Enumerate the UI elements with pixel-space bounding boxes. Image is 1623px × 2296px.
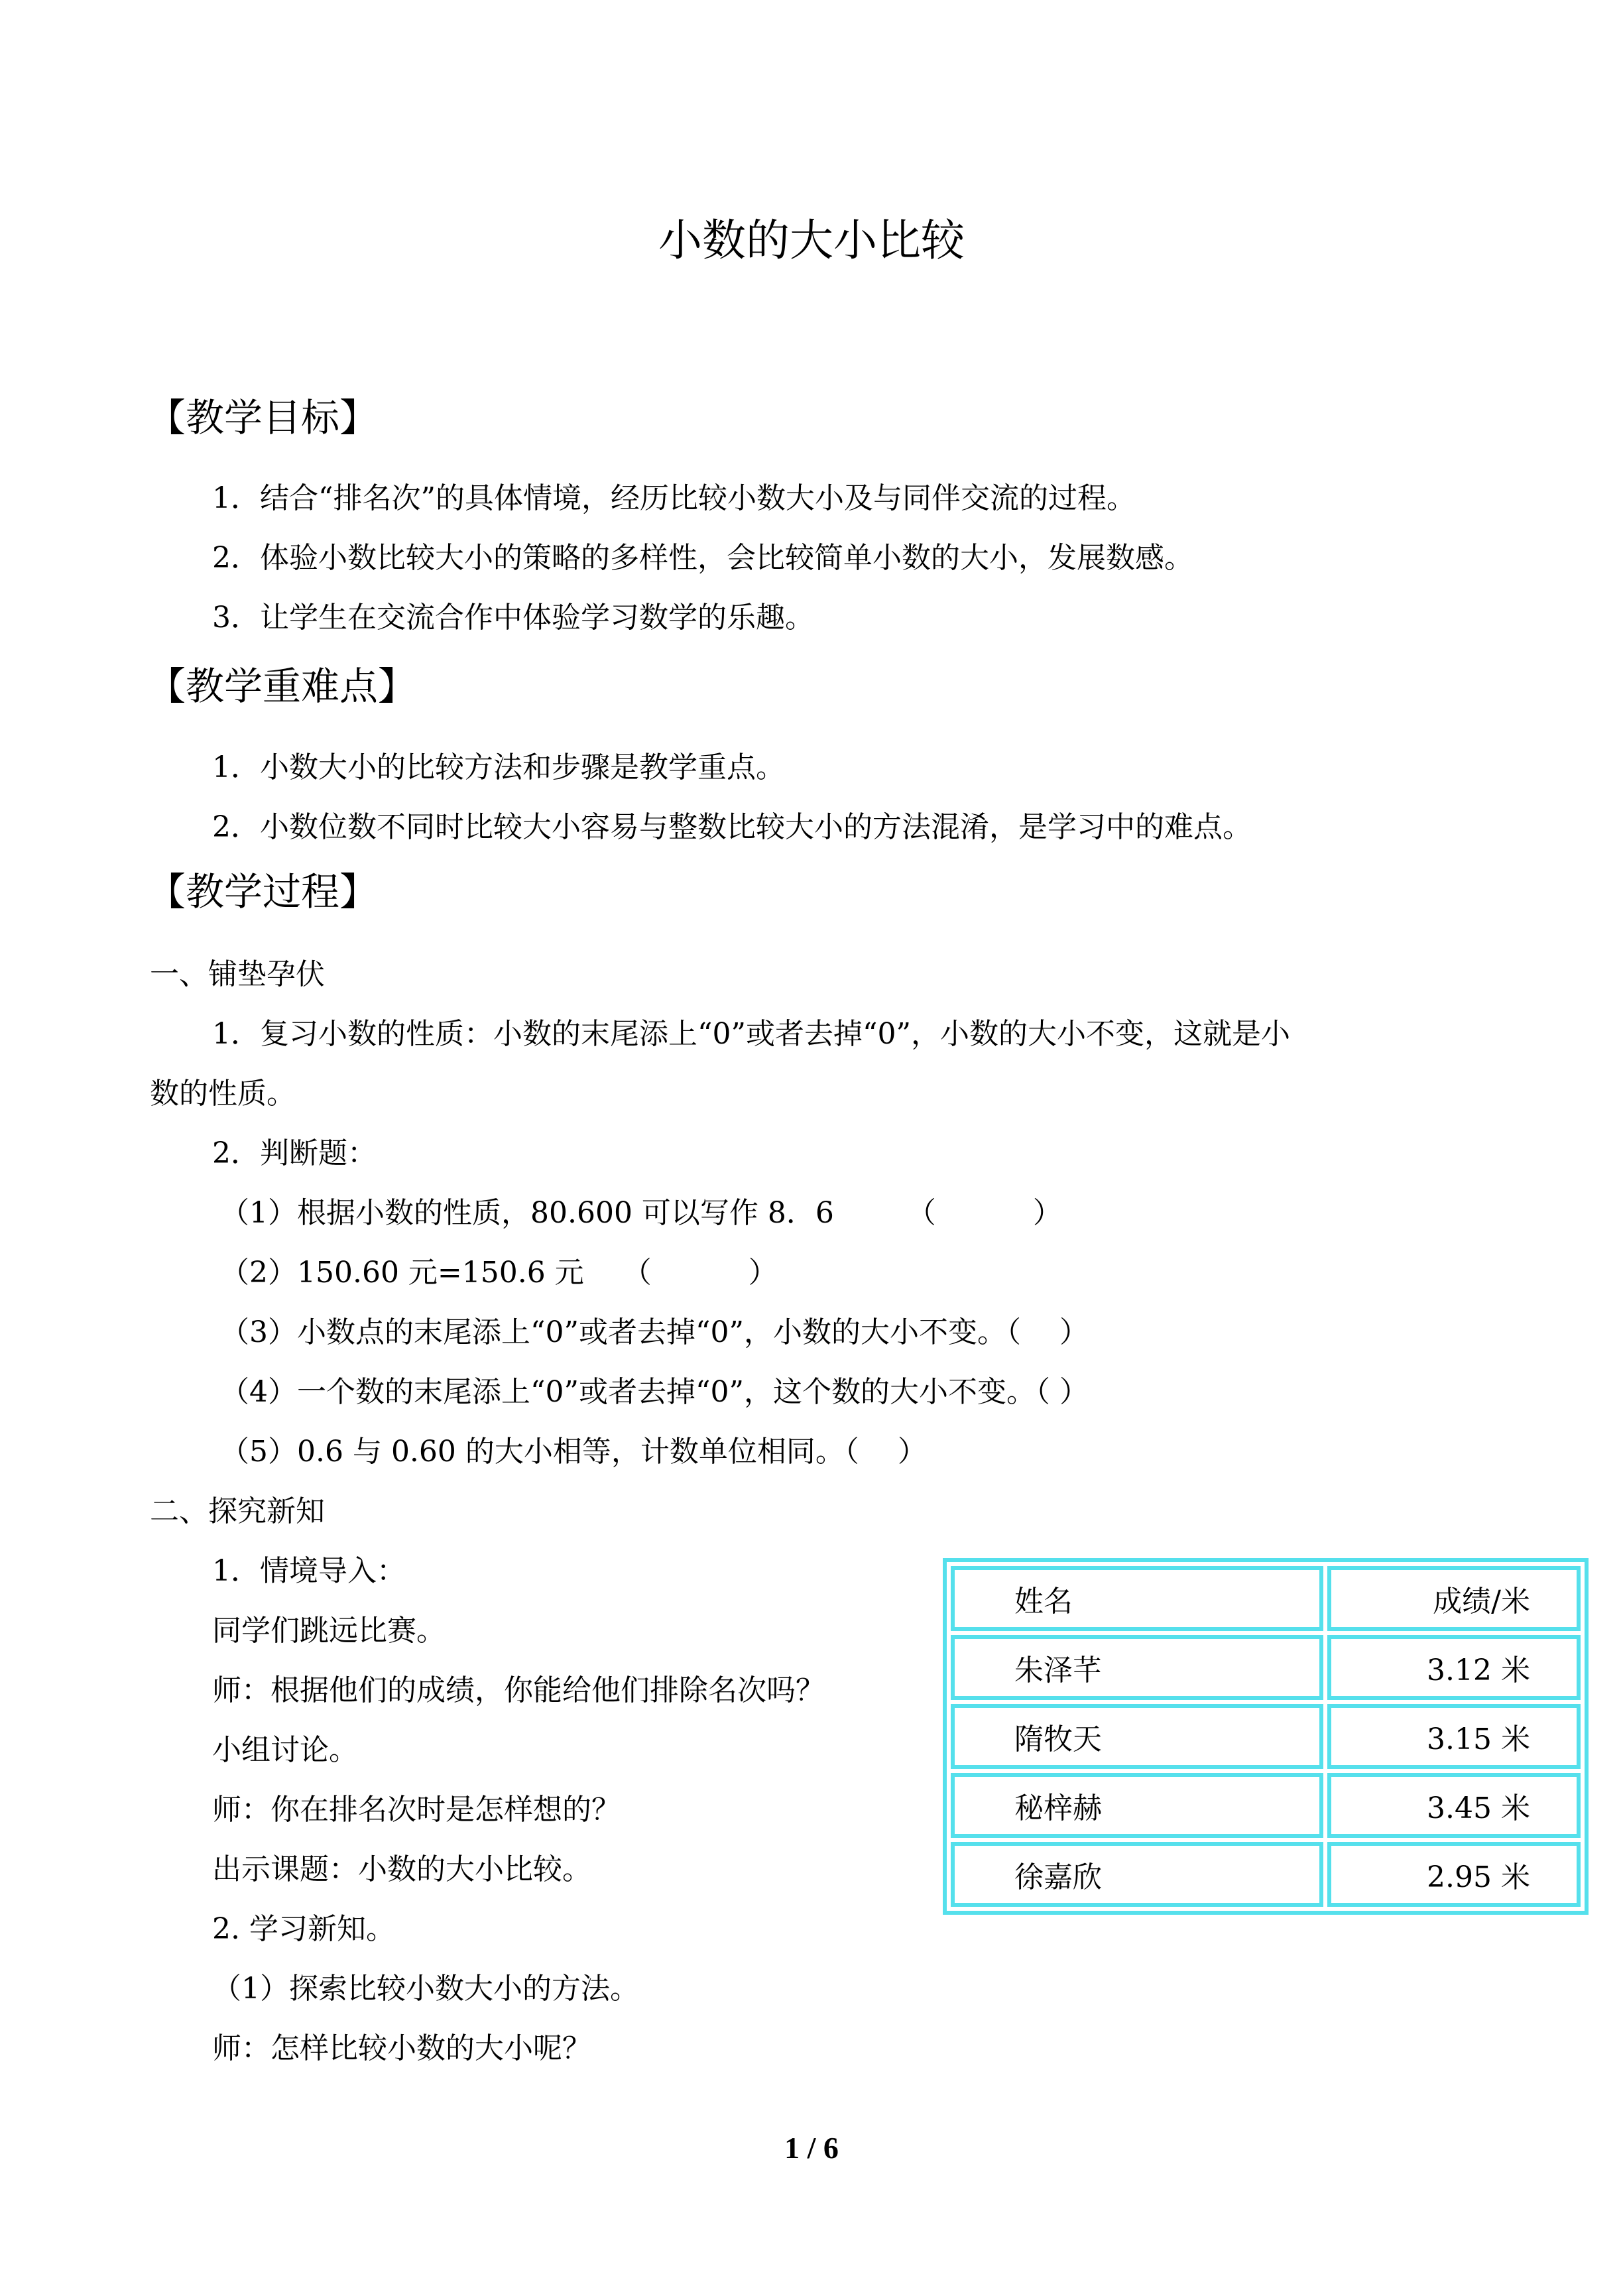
table-header-name: 姓名 [951,1566,1323,1631]
section-title-part2: 二、探究新知 [150,1494,325,1528]
table-row [951,1773,1581,1838]
explore-line: （1）探索比较小数大小的方法。 [212,1972,639,2006]
table-cell-score: 3.12 米 [1327,1635,1581,1700]
judge-item: （1）根据小数的性质，80.600 可以写作 8．6 （ ） [220,1196,1062,1230]
explore-line: 师：怎样比较小数的大小呢？ [212,2031,591,2065]
table-cell-name: 隋牧天 [951,1704,1323,1769]
explore-line: 出示课题：小数的大小比较。 [212,1852,591,1886]
table-cell-name: 秘梓赫 [951,1773,1323,1838]
page-number: 1 / 6 [784,2131,839,2165]
explore-line: 2. 学习新知。 [212,1912,395,1946]
table-header-row [951,1566,1581,1631]
explore-line: 1．情境导入： [212,1554,406,1588]
explore-line: 师：根据他们的成绩，你能给他们排除名次吗？ [212,1673,825,1707]
section-title-part1: 一、铺垫孕伏 [150,957,325,991]
heading-key-points: 【教学重难点】 [147,664,417,709]
judge-item: （4）一个数的末尾添上“0”或者去掉“0”，这个数的大小不变。（ ） [220,1375,1089,1409]
review-text-continued: 数的性质。 [150,1077,296,1111]
judge-title: 2．判断题： [212,1136,377,1170]
document-title: 小数的大小比较 [658,215,965,266]
explore-line: 小组讨论。 [212,1733,358,1767]
table-cell-score: 3.15 米 [1327,1704,1581,1769]
goal-item: 3．让学生在交流合作中体验学习数学的乐趣。 [212,601,814,634]
review-text: 1．复习小数的性质：小数的末尾添上“0”或者去掉“0”，小数的大小不变，这就是小 [212,1017,1290,1051]
table-cell-name: 朱泽芊 [951,1635,1323,1700]
table-cell-name: 徐嘉欣 [951,1842,1323,1907]
table-row [951,1704,1581,1769]
heading-teaching-goals: 【教学目标】 [147,395,379,440]
judge-item: （3）小数点的末尾添上“0”或者去掉“0”，小数的大小不变。（ ） [220,1315,1089,1349]
explore-line: 师：你在排名次时是怎样想的？ [212,1793,621,1827]
explore-line: 同学们跳远比赛。 [212,1614,446,1648]
table-row [951,1635,1581,1700]
goal-item: 2．体验小数比较大小的策略的多样性，会比较简单小数的大小，发展数感。 [212,541,1193,575]
table-row [951,1842,1581,1907]
heading-teaching-process: 【教学过程】 [147,869,379,914]
key-point-item: 1．小数大小的比较方法和步骤是教学重点。 [212,751,785,784]
table-cell-score: 3.45 米 [1327,1773,1581,1838]
long-jump-score-table [943,1558,1589,1915]
judge-item: （2）150.60 元=150.6 元 （ ） [220,1256,778,1290]
key-point-item: 2．小数位数不同时比较大小容易与整数比较大小的方法混淆，是学习中的难点。 [212,810,1252,844]
table-cell-score: 2.95 米 [1327,1842,1581,1907]
judge-item: （5）0.6 与 0.60 的大小相等，计数单位相同。（ ） [220,1435,927,1469]
goal-item: 1．结合“排名次”的具体情境，经历比较小数大小及与同伴交流的过程。 [212,481,1136,515]
table-header-score: 成绩/米 [1327,1566,1581,1631]
